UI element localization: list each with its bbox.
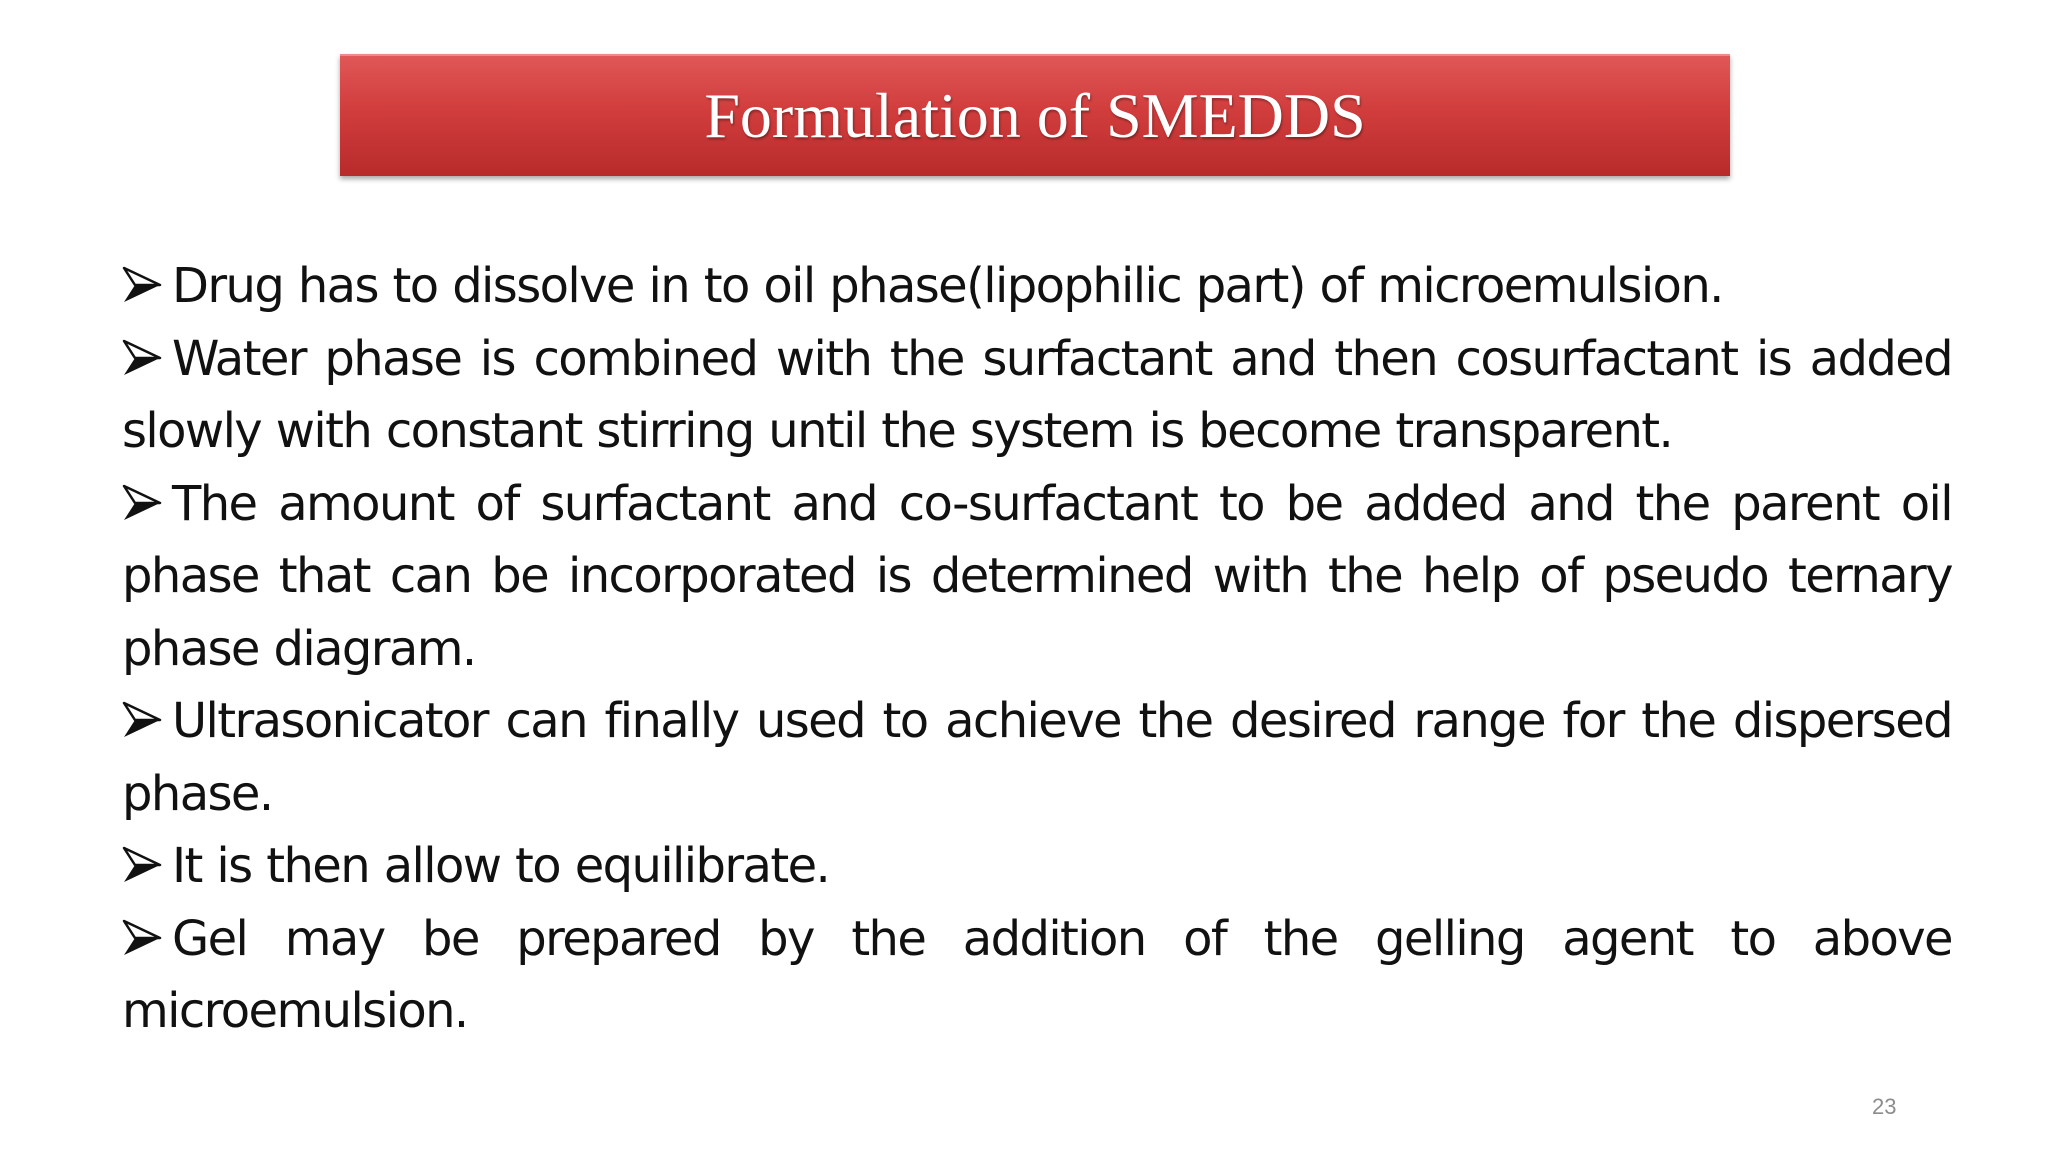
bullet-text: The amount of surfactant and co-surfactant to be added and the parent oil phase that can be incorporated is determined with the help of pseudo ternary phase diagram. [122,475,1952,677]
arrowhead-bullet-icon [122,250,170,323]
bullet-item [122,830,1952,903]
arrowhead-bullet-icon [122,903,170,976]
bullet-text: It is then allow to equilibrate. [172,838,830,894]
title-banner [340,54,1730,176]
arrowhead-bullet-icon [122,685,170,758]
arrowhead-bullet-icon [122,830,170,903]
bullet-text: Water phase is combined with the surfactant and then cosurfactant is added slowly with constant stirring until the system is become transparent. [122,330,1952,459]
arrowhead-bullet-icon [122,323,170,396]
slide-title: Formulation of SMEDDS [704,80,1366,151]
bullet-item [122,250,1952,323]
bullet-item [122,323,1952,468]
arrowhead-bullet-icon [122,468,170,541]
page-number: 23 [1872,1094,1897,1119]
bullet-item [122,685,1952,830]
bullet-text: Ultrasonicator can finally used to achieve the desired range for the dispersed phase. [122,693,1952,822]
bullet-item [122,903,1952,1048]
bullet-text: Gel may be prepared by the addition of the gelling agent to above microemulsion. [122,910,1952,1039]
bullet-list [122,250,1952,1048]
bullet-item [122,468,1952,686]
bullet-text: Drug has to dissolve in to oil phase(lipophilic part) of microemulsion. [172,258,1723,314]
